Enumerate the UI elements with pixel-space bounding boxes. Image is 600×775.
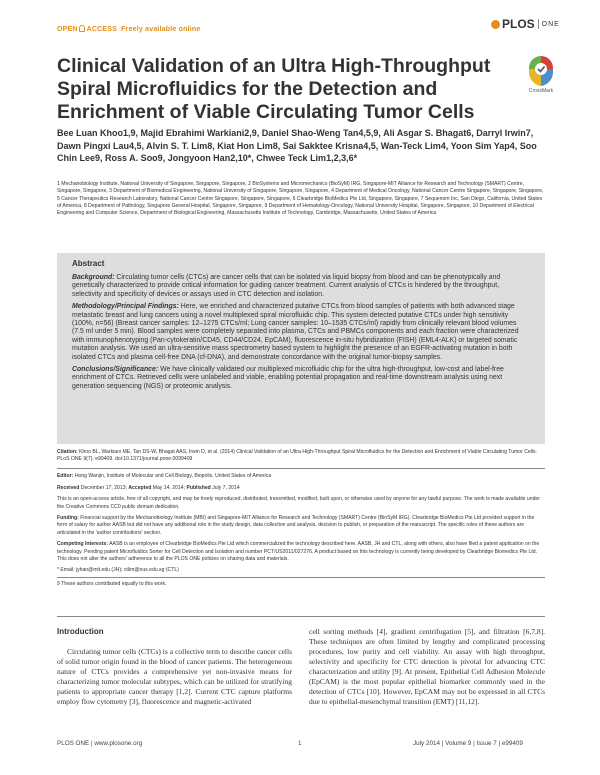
crossmark-label: CrossMark bbox=[528, 88, 554, 94]
abstract-methods bbox=[72, 303, 530, 362]
abstract-body bbox=[72, 274, 530, 395]
background-text: Circulating tumor cells (CTCs) are cancer cells that can be isolated via liquid biopsy from blood and can be phenotypically and genetically characterized to provide critical information for guiding cancer treatment. Current analysis of CTCs is hindered by the throughput, selectivity and specificity of devices or assays used in CTC detection and isolation. bbox=[72, 274, 501, 298]
methods-text: Here, we enriched and characterized putative CTCs from blood samples of patients with both advanced stage metastatic breast and lung cancers using a novel multiplexed spiral microfluidic chip. This system detected putative CTCs under high sensitivity (100%, n=56) (Breast cancer samples: 12–1275 CTCs/ml; Lung cancer samples: 10–1535 CTCs/ml) rapidly from clinically relevant blood volumes (7.5 ml under 5 min). Blood samples were completely separated into plasma, CTCs and PBMCs components and each fraction were characterized with immunophenotyping (Pan-cytokeratin/CD45, CD44/CD24, EpCAM), fluorescence in-situ hybridization (FISH) (EML4-ALK) or targeted somatic mutation analysis. We used an ultra-sensitive mass spectrometry based system to highlight the presence of an EGFR-activating mutation in both isolated CTCs and plasma cell-free DNA (cf-DNA), and demonstrate concordance with the original tumor-biopsy samples. bbox=[72, 303, 519, 361]
journal-logo-one: ONE bbox=[541, 21, 560, 28]
meta-divider-2 bbox=[57, 577, 545, 578]
funding-text: Financial support by the Mechanobiology Institute (MBI) and Singapore-MIT Alliance for Research and Technology (SMART) Centre (BioSyM IRG). Clearbridge BioMedics Pte Ltd provided support in the form of salary for author AASB but did not have any additional role in the study design, data collection and analysis, decision to publish, or preparation of the manuscript. The specific roles of these authors are articulated in the 'author contributions' section. bbox=[57, 515, 535, 536]
published-date: July 7, 2014 bbox=[210, 484, 240, 491]
editor bbox=[57, 473, 545, 480]
email: * Email: jyhan@mit.edu (JH); ctlim@nus.edu.sg (CTL) bbox=[57, 567, 179, 574]
citation-label: Citation: bbox=[57, 449, 78, 455]
open-access-access: ACCESS bbox=[86, 26, 118, 33]
article-title: Clinical Validation of an Ultra High-Throughput Spiral Microfluidics for the Detection and Enrichment of Viable Circulating Tumor Cells bbox=[57, 55, 491, 123]
competing-label: Competing Interests: bbox=[57, 541, 108, 548]
copyright: This is an open-access article, free of all copyright, and may be freely reproduced, distributed, transmitted, modified, built upon, or otherwise used by anyone for any lawful purpose. The work is made available under the Creative Commons CC0 public domain dedication. bbox=[57, 496, 540, 510]
funding-label: Funding: bbox=[57, 515, 79, 522]
section-divider bbox=[57, 616, 545, 617]
citation-text: Khoo BL, Warkiani ME, Tan DS-W, Bhagat AAS, Irwin D, et al. (2014) Clinical Validation of an Ultra High-Throughput Spiral Microfluidics for the Detection and Enrichment of Viable Circulating Tumor Cells. PLoS ONE 9(7): e99409. doi:10.1371/journal.pone.0099409 bbox=[57, 449, 537, 463]
meta-divider bbox=[57, 468, 545, 469]
journal-logo-plos: PLOS bbox=[502, 17, 535, 31]
received-label: Received bbox=[57, 484, 80, 491]
accepted-label: Accepted bbox=[128, 484, 152, 491]
footer-page-number: 1 bbox=[298, 740, 302, 747]
accepted-date: May 14, 2014; bbox=[151, 484, 187, 491]
affiliations: 1 Mechanobiology Institute, National University of Singapore, Singapore, Singapore, 2 BioSystems and Micromechanics (BioSyM) IRG, Singapore-MIT Alliance for Research and Technology (SMART) Centre, Singapore, Singapore, 3 Department of Biomedical Engineering, National University of Singapore, Singapore, Singapore, 4 Department of Medical Oncology, National Cancer Centre Singapore, Singapore, Singapore, 5 Cancer Therapeutics Research Laboratory, National Cancer Centre Singapore, Singapore, Singapore, 6 Clearbridge BioMedics Pte Ltd, Singapore, Singapore, 7 Sequenom Inc, San Diego, California, United States of America, 8 Department of Pathology, Singapore General Hospital, Singapore, Singapore, 9 Department of Hematology-Oncology, National University Hospital, Singapore, Singapore, 10 Department of Electrical Engineering and Computer Science, Department of Biological Engineering, Massachusetts Institute of Technology, Cambridge, Massachusetts, United States of America bbox=[57, 181, 544, 217]
competing-interests bbox=[57, 541, 545, 563]
competing-text: AASB is an employee of Clearbridge BioMedics Pte Ltd which commercialized the technology described here. AASB, JH and CTL, along with others, also have filed a patent application on the technology. Pending patent Microfluidics Sorter for Cell Detection and Isolation and number PCT/US2011/027276. A product based on this technology is currently being developed by Clearbridge Biomedics Pte Ltd. This does not alter the authors' adherence to all the PLOS ONE policies on sharing data and materials. bbox=[57, 541, 540, 562]
intro-heading: Introduction bbox=[57, 627, 104, 636]
citation bbox=[57, 449, 545, 463]
equal-contribution: 9 These authors contributed equally to this work. bbox=[57, 580, 167, 587]
conclusions-label: Conclusions/Significance: bbox=[72, 366, 159, 374]
crossmark-icon bbox=[528, 55, 554, 87]
open-access-open: OPEN bbox=[57, 26, 78, 33]
intro-left-column: Circulating tumor cells (CTCs) is a collective term to describe cancer cells of solid tumor origin found in the blood of cancer patients. The heterogeneous nature of CTCs provides a comprehensive yet non-invasive means for characterizing tumor molecular subtypes, which can be utilized for stratifying patients to appropriate cancer therapy [1,2]. Current CTC capture platforms employ flow cytometry [3], fluorescence and magnetic-activated bbox=[57, 647, 292, 706]
author-list: Bee Luan Khoo1,9, Majid Ebrahimi Warkiani2,9, Daniel Shao-Weng Tan4,5,9, Ali Asgar S. Bhagat6, Darryl Irwin7, Dawn Pingxi Lau4,5, Alvin S. T. Lim8, Kiat Hon Lim8, Sai Sakktee Krisna4,5, Wan-Teck Lim4, Yoon Sim Yap4, Soo Chin Lee9, Ross A. Soo9, Jongyoon Han2,10*, Chwee Teck Lim1,2,3,6* bbox=[57, 128, 537, 163]
abstract-heading: Abstract bbox=[72, 259, 105, 268]
editor-text: Hong Wanjin, Institute of Molecular and Cell Biology, Biopolis, United States of America bbox=[73, 472, 272, 479]
open-access-badge bbox=[57, 25, 200, 33]
crossmark-badge[interactable] bbox=[522, 55, 560, 94]
conclusions-text: We have clinically validated our multiplexed microfluidic chip for the ultra high-throughput, low-cost and label-free enrichment of CTCs. Retrieved cells were unlabeled and viable, enabling potential propagation and real-time downstream analysis using next generation sequencing (NGS) or proteomic analysis. bbox=[72, 366, 504, 390]
plos-logo-icon bbox=[491, 20, 500, 29]
dates bbox=[57, 485, 545, 492]
logo-divider bbox=[538, 19, 539, 29]
journal-logo[interactable] bbox=[491, 17, 560, 31]
footer-journal: PLOS ONE | www.plosone.org bbox=[57, 740, 143, 747]
editor-label: Editor: bbox=[57, 472, 74, 479]
background-label: Background: bbox=[72, 274, 115, 281]
received-date: December 17, 2013; bbox=[79, 484, 129, 491]
intro-right-column: cell sorting methods [4], gradient centrifugation [5], and filtration [6,7,8]. These techniques are often limited by lengthy and complicated processing procedures, low purity and cell viability. An assay with high throughput, selectivity and specificity for CTC detection is pivotal for advancing CTC characterization and utility [9]. At present, Epithelial Cell Adhesion Molecule (EpCAM) is the most popular epithelial biomarker commonly used in the detection of CTCs [10]. However, EpCAM may not be expressed in all CTCs due to epithelial-mesenchymal transition (EMT) [11,12]. bbox=[309, 627, 545, 706]
methods-label: Methodology/Principal Findings: bbox=[72, 303, 179, 311]
open-access-tagline: Freely available online bbox=[121, 26, 201, 33]
footer-issue: July 2014 | Volume 9 | Issue 7 | e99409 bbox=[413, 740, 523, 747]
open-lock-icon bbox=[79, 25, 85, 32]
abstract-conclusions bbox=[72, 366, 530, 391]
abstract-background bbox=[72, 274, 530, 299]
funding bbox=[57, 515, 545, 537]
published-label: Published bbox=[186, 484, 211, 491]
article-meta bbox=[57, 449, 545, 592]
